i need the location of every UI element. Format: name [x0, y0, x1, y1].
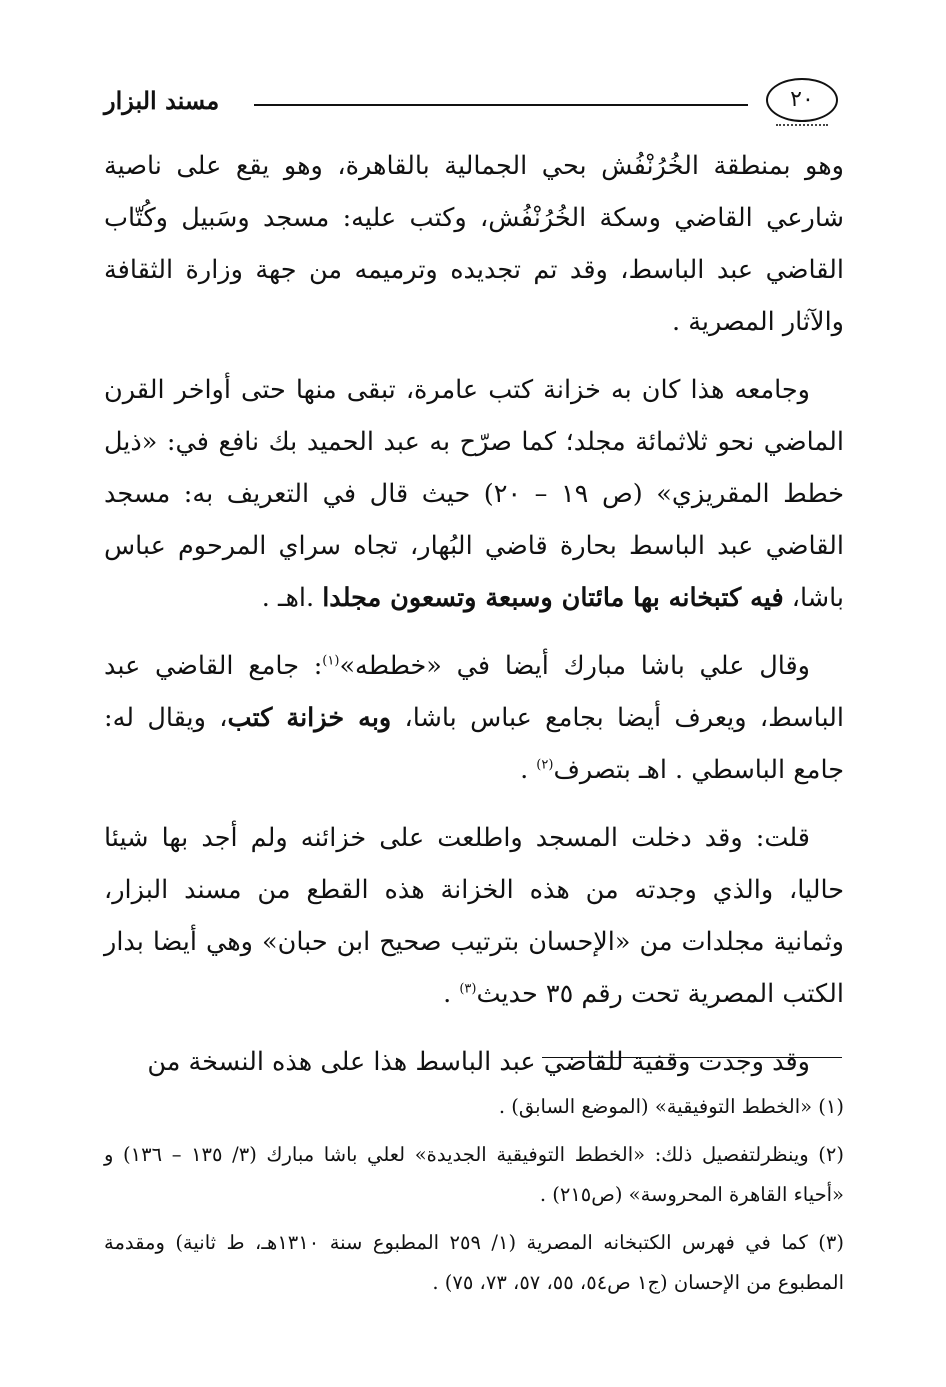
paragraph-2-end: .اهـ . [261, 583, 315, 613]
paragraph-4-end: . [443, 979, 452, 1009]
running-header [104, 76, 844, 126]
paragraph-1 [104, 140, 844, 348]
paragraph-2-text: وجامعه هذا كان به خزانة كتب عامرة، تبقى منها حتى أواخر القرن الماضي نحو ثلاثمائة مجلد؛ كما صرّح به عبد الحميد بك نافع في: «ذيل خطط المقريزي» (ص ١٩ – ٢٠) حيث قال في التعريف به: مسجد القاضي عبد الباسط بحارة قاضي البُهار، تجاه سراي المرحوم عباس باشا، [104, 375, 844, 613]
footnote-separator [542, 1057, 842, 1058]
header-rule [254, 104, 748, 106]
footnote-ref-2[interactable]: (٢) [536, 757, 554, 773]
paragraph-2 [104, 364, 844, 624]
paragraph-3-text-b: : جامع القاضي عبد الباسط، ويعرف أيضا بجامع عباس باشا، [104, 651, 845, 733]
footnote-1: (١) «الخطط التوفيقية» (الموضع السابق) . [498, 1095, 844, 1118]
paragraph-3-end: . [520, 755, 529, 785]
paragraph-5-text: وقد وجدت وقفية للقاضي عبد الباسط هذا على هذه النسخة من [147, 1047, 810, 1077]
footnote-ref-1[interactable]: (١) [322, 653, 340, 669]
paragraph-4 [104, 812, 844, 1020]
footnotes [104, 1087, 844, 1311]
footnote-3: (٣) كما في فهرس الكتبخانه المصرية (١/ ٢٥٩ المطبوع سنة ١٣١٠هـ، ط ثانية) ومقدمة المطبوع من الإحسان (ج١ ص٥٤، ٥٥، ٥٧، ٧٣، ٧٥) . [104, 1231, 845, 1294]
paragraph-2-bold: فيه كتبخانه بها مائتان وسبعة وتسعون مجلدا [322, 583, 784, 613]
paragraph-3-text-c: ، ويقال له: جامع الباسطي . اهـ بتصرف [104, 703, 844, 785]
footnote-ref-3[interactable]: (٣) [459, 981, 477, 997]
paragraph-1-text: وهو بمنطقة الخُرُنْفُش بحي الجمالية بالقاهرة، وهو يقع على ناصية شارعي القاضي وسكة الخُرُنْفُش، وكتب عليه: مسجد وسَبيل وكُتّاب القاضي عبد الباسط، وقد تم تجديده وترميمه من جهة وزارة الثقافة والآثار المصرية . [104, 151, 844, 337]
page-number: ٢٠ [766, 78, 838, 122]
paragraph-3 [104, 640, 844, 796]
running-title: مسند البزار [104, 86, 220, 115]
paragraph-3-text-a: وقال علي باشا مبارك أيضا في «خططه» [339, 651, 810, 681]
paragraph-3-bold: وبه خزانة كتب [227, 703, 392, 733]
footnote-2: (٢) وينظرلتفصيل ذلك: «الخطط التوفيقية الجديدة» لعلي باشا مبارك (٣/ ١٣٥ – ١٣٦) و «أحياء القاهرة المحروسة» (ص٢١٥) . [104, 1143, 845, 1206]
main-text [104, 140, 844, 1104]
paragraph-4-text: قلت: وقد دخلت المسجد واطلعت على خزائنه ولم أجد بها شيئا حاليا، والذي وجدته من هذه الخزانة هذه القطع من مسند البزار، وثمانية مجلدات من «الإحسان بترتيب صحيح ابن حبان» وهي أيضا بدار الكتب المصرية تحت رقم ٣٥ حديث [104, 823, 844, 1009]
paragraph-5 [104, 1036, 844, 1088]
